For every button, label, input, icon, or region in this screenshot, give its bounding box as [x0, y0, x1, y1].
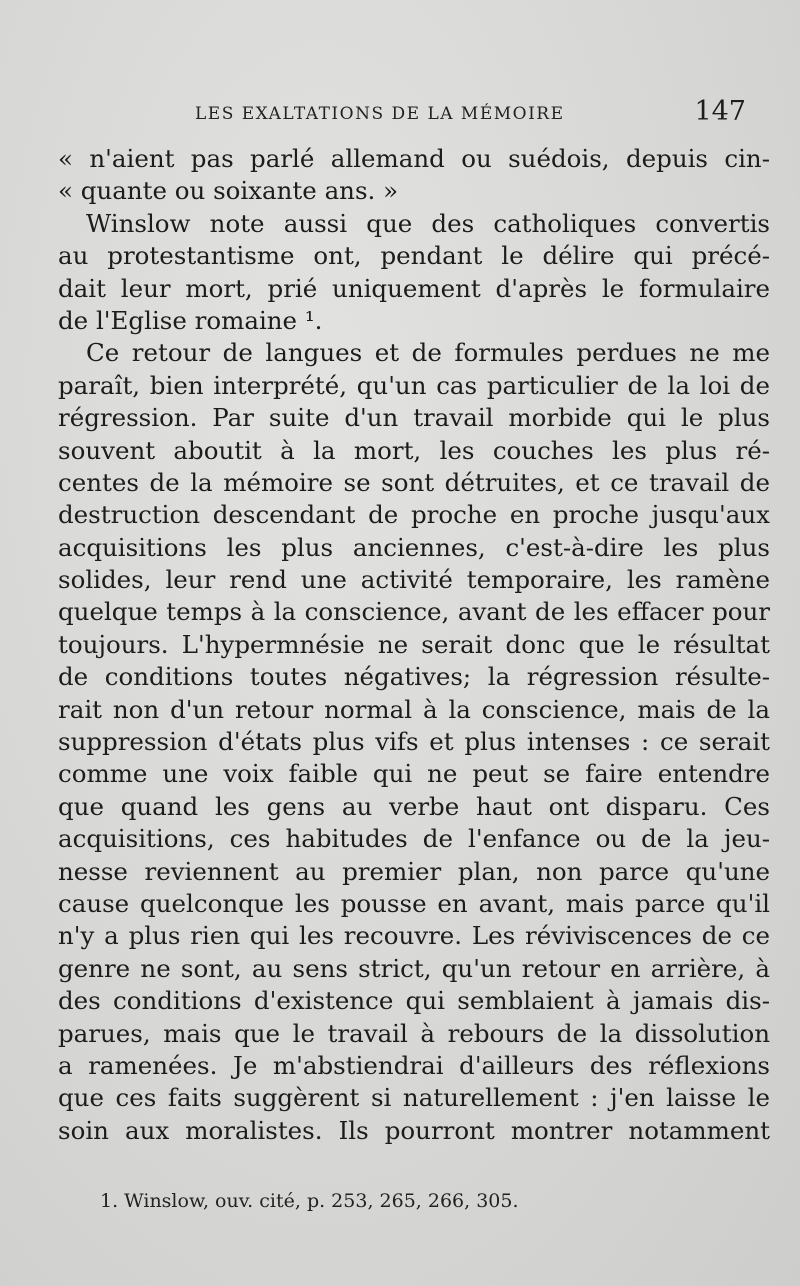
running-title: LES EXALTATIONS DE LA MÉMOIRE [195, 104, 565, 124]
text-line: solides, leur rend une activité temporaire, les ramène [58, 565, 770, 595]
text-line: genre ne sont, au sens strict, qu'un retour en arrière, à [58, 953, 770, 983]
paragraph-first-line: Ce retour de langues et de formules perdues ne me [86, 338, 770, 368]
text-line: « n'aient pas parlé allemand ou suédois, depuis cin- [58, 144, 770, 173]
text-line: destruction descendant de proche en proche jusqu'aux [58, 500, 770, 530]
text-line: dait leur mort, prié uniquement d'après le formulaire [58, 273, 770, 303]
paragraph-first-line: Winslow note aussi que des catholiques convertis [86, 208, 770, 238]
text-line: toujours. L'hypermnésie ne serait donc que le résultat [58, 629, 770, 659]
text-line: comme une voix faible qui ne peut se faire entendre [58, 759, 770, 789]
text-line: que ces faits suggèrent si naturellement : j'en laisse le [58, 1083, 770, 1113]
text-line: au protestantisme ont, pendant le délire qui précé- [58, 241, 770, 271]
footnote: 1. Winslow, ouv. cité, p. 253, 265, 266, 305. [100, 1190, 519, 1212]
running-head [60, 96, 750, 140]
body-text [58, 143, 770, 1147]
text-line: de l'Eglise romaine ¹. [58, 305, 323, 335]
text-line: rait non d'un retour normal à la conscience, mais de la [58, 694, 770, 724]
text-line: nesse reviennent au premier plan, non parce qu'une [58, 856, 770, 886]
text-line: quelque temps à la conscience, avant de les effacer pour [58, 597, 770, 627]
text-line: « quante ou soixante ans. » [58, 176, 399, 206]
text-line: acquisitions, ces habitudes de l'enfance ou de la jeu- [58, 824, 770, 854]
text-line: paraît, bien interprété, qu'un cas particulier de la loi de [58, 370, 770, 400]
page-number: 147 [694, 96, 746, 127]
text-line: cause quelconque les pousse en avant, mais parce qu'il [58, 888, 770, 918]
text-line: soin aux moralistes. Ils pourront montrer notamment [58, 1115, 770, 1145]
text-line: parues, mais que le travail à rebours de la dissolution [58, 1018, 770, 1048]
text-line: souvent aboutit à la mort, les couches les plus ré- [58, 435, 770, 465]
text-line: régression. Par suite d'un travail morbide qui le plus [58, 403, 770, 433]
text-line: des conditions d'existence qui semblaient à jamais dis- [58, 986, 770, 1016]
text-line: de conditions toutes négatives; la régression résulte- [58, 662, 770, 692]
text-line: n'y a plus rien qui les recouvre. Les réviviscences de ce [58, 921, 770, 951]
text-line: centes de la mémoire se sont détruites, et ce travail de [58, 467, 770, 497]
text-line: acquisitions les plus anciennes, c'est-à-dire les plus [58, 532, 770, 562]
text-line: a ramenées. Je m'abstiendrai d'ailleurs des réflexions [58, 1050, 770, 1080]
text-line: que quand les gens au verbe haut ont disparu. Ces [58, 791, 770, 821]
text-line: suppression d'états plus vifs et plus intenses : ce serait [58, 727, 770, 757]
